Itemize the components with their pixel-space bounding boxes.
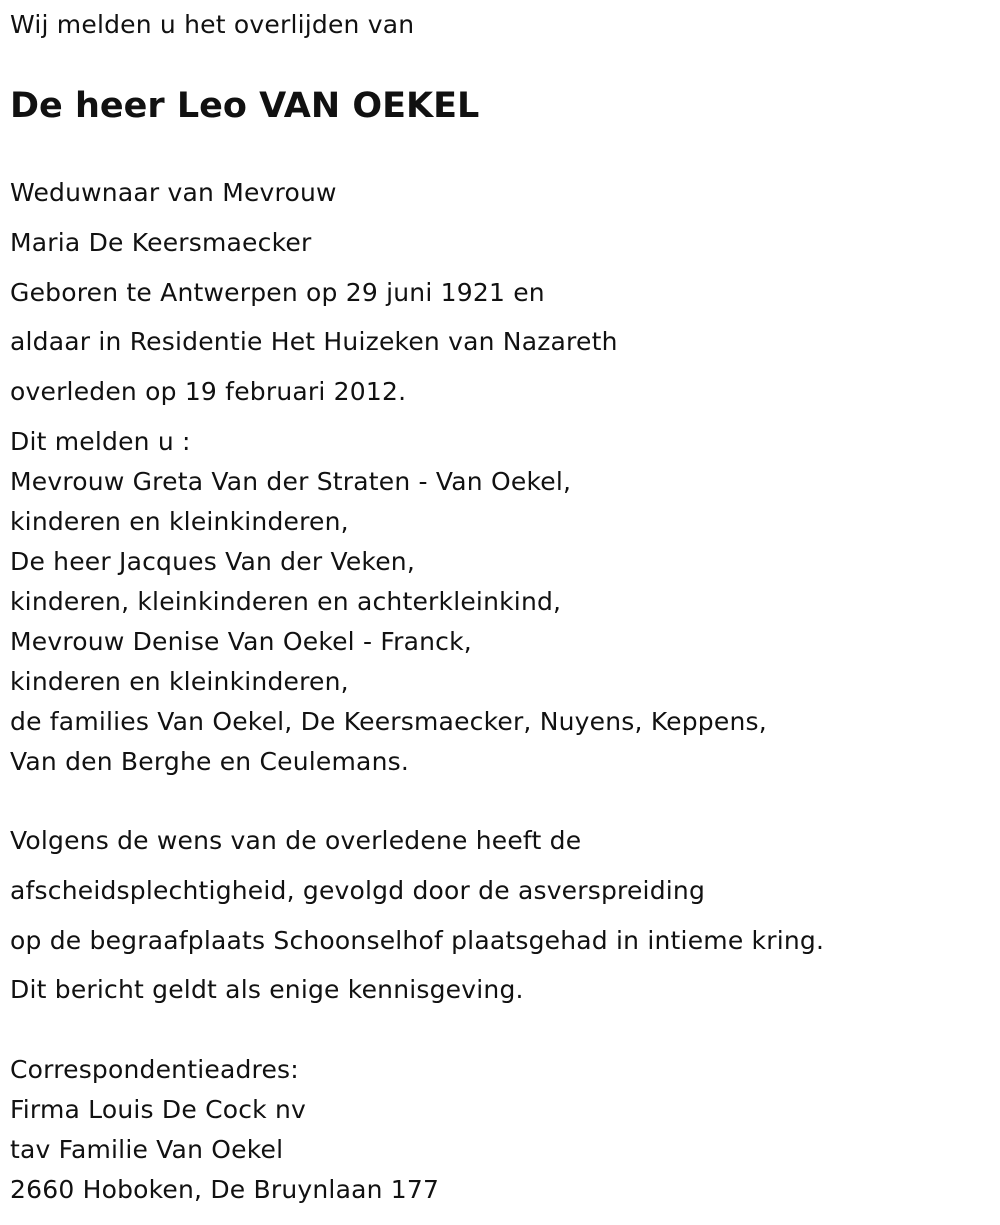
announcer-line: de families Van Oekel, De Keersmaecker, Nuyens, Keppens,	[10, 707, 767, 736]
announcer-line: Mevrouw Greta Van der Straten - Van Oekel,	[10, 467, 572, 496]
correspondence-address: 2660 Hoboken, De Bruynlaan 177	[10, 1175, 440, 1204]
announcer-line: kinderen en kleinkinderen,	[10, 507, 349, 536]
announcer-line: Dit melden u :	[10, 427, 191, 456]
announcer-line: Mevrouw Denise Van Oekel - Franck,	[10, 627, 472, 656]
announcer-line: Van den Berghe en Ceulemans.	[10, 747, 409, 776]
intro-text: Wij melden u het overlijden van	[10, 10, 415, 39]
detail-line: overleden op 19 februari 2012.	[10, 377, 407, 406]
detail-line: Weduwnaar van Mevrouw	[10, 178, 337, 207]
correspondence-heading: Correspondentieadres:	[10, 1055, 299, 1084]
detail-line: Maria De Keersmaecker	[10, 228, 312, 257]
announcer-line: De heer Jacques Van der Veken,	[10, 547, 415, 576]
deceased-name: De heer Leo VAN OEKEL	[10, 86, 480, 126]
detail-line: Geboren te Antwerpen op 29 juni 1921 en	[10, 278, 545, 307]
announcer-line: kinderen, kleinkinderen en achterkleinkind,	[10, 587, 562, 616]
ceremony-line: afscheidsplechtigheid, gevolgd door de asverspreiding	[10, 876, 706, 905]
correspondence-line: tav Familie Van Oekel	[10, 1135, 284, 1164]
detail-line: aldaar in Residentie Het Huizeken van Nazareth	[10, 327, 618, 356]
ceremony-line: op de begraafplaats Schoonselhof plaatsgehad in intieme kring.	[10, 926, 825, 955]
announcer-line: kinderen en kleinkinderen,	[10, 667, 349, 696]
ceremony-line: Dit bericht geldt als enige kennisgeving.	[10, 975, 524, 1004]
ceremony-line: Volgens de wens van de overledene heeft de	[10, 826, 582, 855]
correspondence-line: Firma Louis De Cock nv	[10, 1095, 307, 1124]
